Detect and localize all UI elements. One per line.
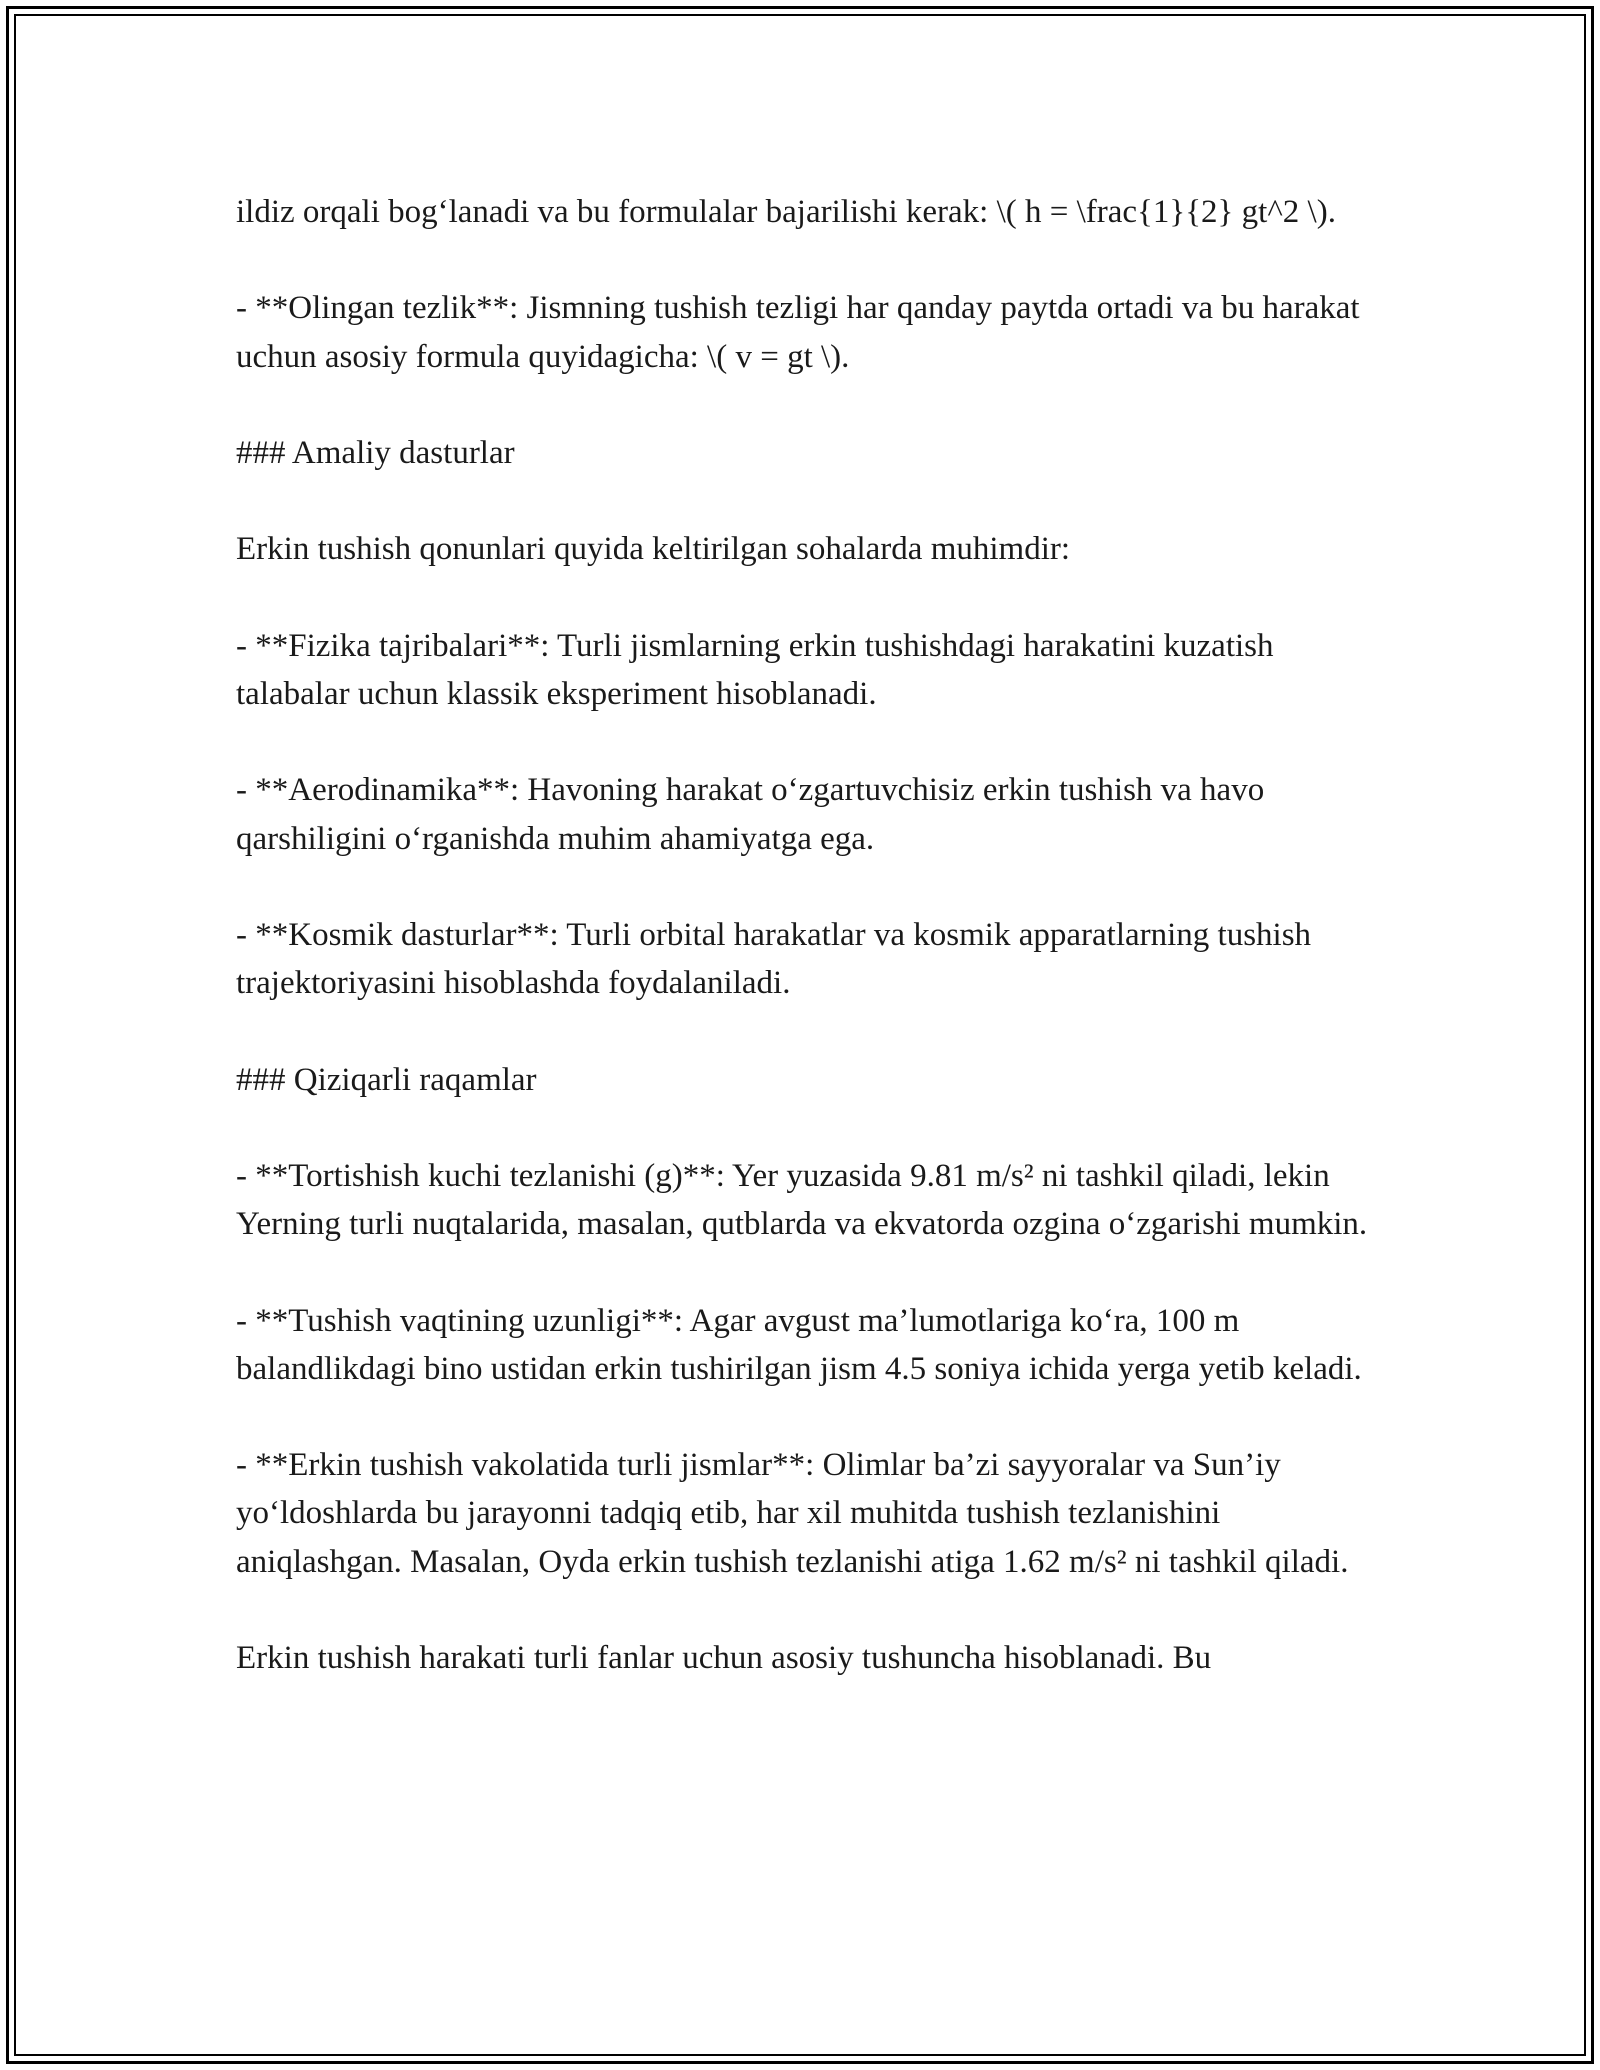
- heading-amaliy-dasturlar: ### Amaliy dasturlar: [236, 434, 515, 471]
- paragraph-conclusion: Erkin tushish harakati turli fanlar uchun asosiy tushuncha hisoblanadi. Bu: [236, 1639, 1212, 1676]
- bullet-kosmik-dasturlar: - **Kosmik dasturlar**: Turli orbital harakatlar va kosmik apparatlarning tushish trajektoriyasini hisoblashda foydalaniladi.: [236, 916, 1312, 1002]
- bullet-tushish-vaqti: - **Tushish vaqtining uzunligi**: Agar avgust ma’lumotlariga ko‘ra, 100 m balandlikdagi bino ustidan erkin tushirilgan jism 4.5 soniya ichida yerga yetib keladi.: [236, 1302, 1362, 1387]
- document-body: [236, 188, 1386, 1682]
- heading-qiziqarli-raqamlar: ### Qiziqarli raqamlar: [236, 1061, 537, 1098]
- bullet-tortishish-kuchi: - **Tortishish kuchi tezlanishi (g)**: Yer yuzasida 9.81 m/s² ni tashkil qiladi, lekin Yerning turli nuqtalarida, masalan, qutblarda va ekvatorda ozgina o‘zgarishi mumkin.: [236, 1157, 1368, 1243]
- bullet-olingan-tezlik: - **Olingan tezlik**: Jismning tushish tezligi har qanday paytda ortadi va bu harakat uchun asosiy formula quyidagicha: \( v = gt \).: [236, 290, 1360, 375]
- paragraph-intro-applications: Erkin tushish qonunlari quyida keltirilgan sohalarda muhimdir:: [236, 531, 1071, 568]
- paragraph-formula-continuation: ildiz orqali bog‘lanadi va bu formulalar bajarilishi kerak: \( h = \frac{1}{2} gt^2 \).: [236, 194, 1336, 230]
- bullet-fizika-tajribalari: - **Fizika tajribalari**: Turli jismlarning erkin tushishdagi harakatini kuzatish talabalar uchun klassik eksperiment hisoblanadi.: [236, 627, 1274, 712]
- bullet-aerodinamika: - **Aerodinamika**: Havoning harakat o‘zgartuvchisiz erkin tushish va havo qarshiligini o‘rganishda muhim ahamiyatga ega.: [236, 772, 1265, 857]
- bullet-turli-jismlar: - **Erkin tushish vakolatida turli jismlar**: Olimlar ba’zi sayyoralar va Sun’iy yo‘ldoshlarda bu jarayonni tadqiq etib, har xil muhitda tushish tezlanishini aniqlashgan. Masalan, Oyda erkin tushish tezlanishi atiga 1.62 m/s² ni tashkil qiladi.: [236, 1447, 1349, 1580]
